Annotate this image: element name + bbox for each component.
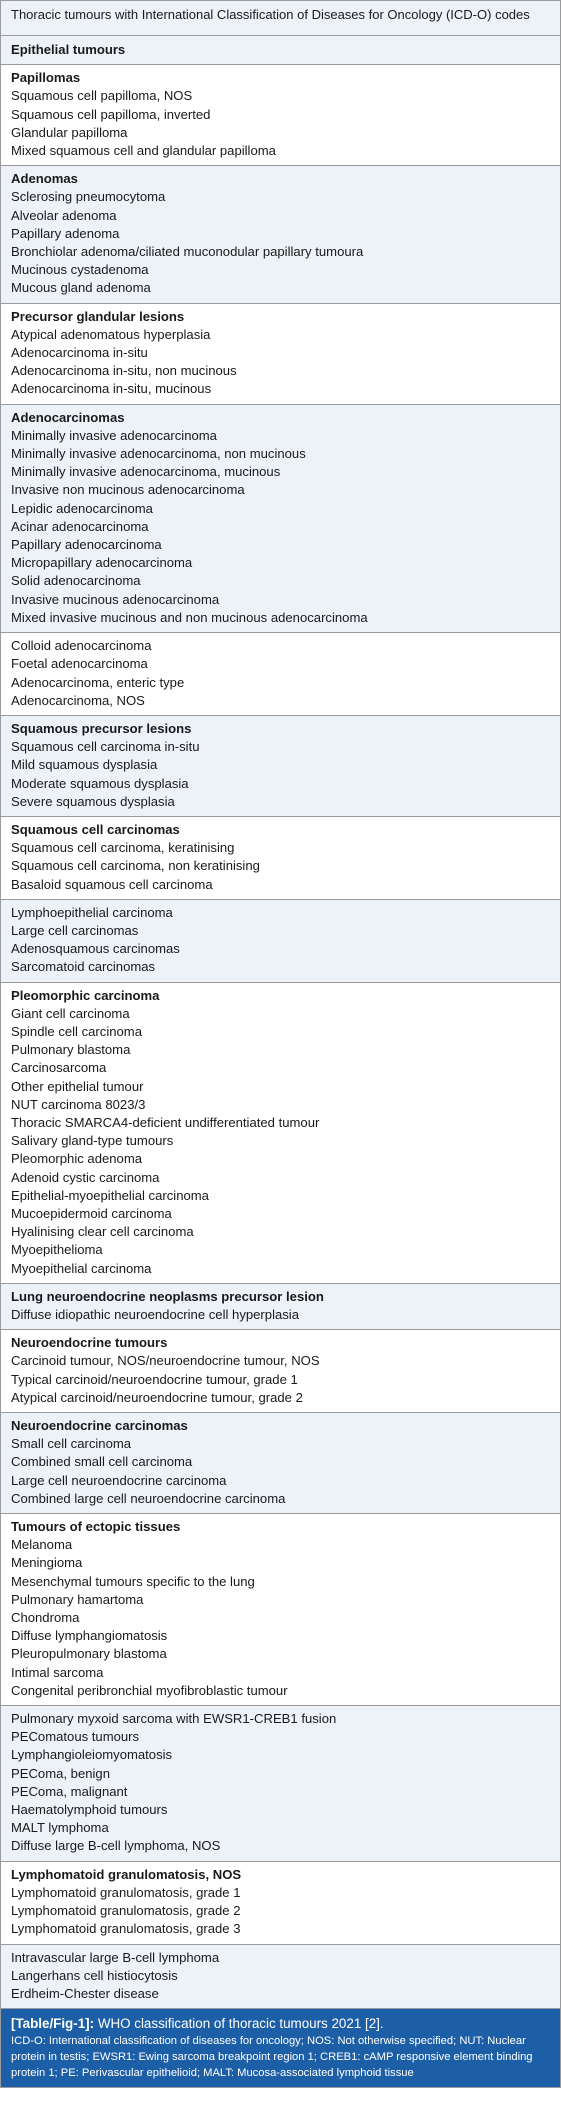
list-item: Large cell carcinomas [11, 922, 139, 938]
list-item: Papillary adenoma [11, 225, 120, 241]
list-item: Mesenchymal tumours specific to the lung [11, 1573, 255, 1589]
list-item: Diffuse lymphangiomatosis [11, 1628, 168, 1644]
list-item: NUT carcinoma 8023/3 [11, 1096, 146, 1112]
list-item: Erdheim-Chester disease [11, 1985, 159, 2001]
section-title: Precursor glandular lesions [11, 308, 185, 324]
list-item: Adenosquamous carcinomas [11, 941, 180, 957]
list-item: Papillary adenocarcinoma [11, 537, 162, 553]
list-item: Adenocarcinoma, enteric type [11, 674, 185, 690]
list-item: Squamous cell carcinoma, non keratinising [11, 858, 260, 874]
list-item: Chondroma [11, 1610, 80, 1626]
list-item: Carcinoid tumour, NOS/neuroendocrine tumour, NOS [11, 1353, 320, 1369]
list-item: Carcinosarcoma [11, 1060, 107, 1076]
list-item: Moderate squamous dysplasia [11, 775, 189, 791]
list-item: Haematolymphoid tumours [11, 1802, 168, 1818]
list-item: Atypical adenomatous hyperplasia [11, 326, 211, 342]
list-item: Lymphomatoid granulomatosis, grade 2 [11, 1903, 241, 1919]
list-item: Sarcomatoid carcinomas [11, 959, 156, 975]
section-title: Lung neuroendocrine neoplasms precursor lesion [11, 1288, 324, 1304]
section-title: Lymphomatoid granulomatosis, NOS [11, 1866, 242, 1882]
list-item: Acinar adenocarcinoma [11, 518, 149, 534]
list-item: Mucoepidermoid carcinoma [11, 1205, 172, 1221]
list-item: Hyalinising clear cell carcinoma [11, 1224, 194, 1240]
list-item: Myoepithelial carcinoma [11, 1260, 152, 1276]
table-row [1, 1706, 560, 1862]
list-item: Langerhans cell histiocytosis [11, 1967, 178, 1983]
table-row [1, 1330, 560, 1413]
list-item: Lepidic adenocarcinoma [11, 500, 153, 516]
caption-title: WHO classification of thoracic tumours 2021 [2]. [97, 2016, 384, 2032]
table-row [1, 166, 560, 303]
list-item: Pulmonary blastoma [11, 1042, 131, 1058]
list-item: Lymphomatoid granulomatosis, grade 1 [11, 1884, 241, 1900]
list-item: PEComatous tumours [11, 1729, 140, 1745]
table-row [1, 1945, 560, 2010]
table-row [1, 716, 560, 817]
list-item: Diffuse large B-cell lymphoma, NOS [11, 1838, 221, 1854]
list-item: Glandular papilloma [11, 124, 128, 140]
section-title: Epithelial tumours [11, 42, 126, 57]
list-item: Adenocarcinoma, NOS [11, 692, 145, 708]
list-item: Combined small cell carcinoma [11, 1454, 193, 1470]
list-item: Lymphoepithelial carcinoma [11, 904, 173, 920]
table-row [1, 983, 560, 1284]
list-item: Squamous cell papilloma, inverted [11, 106, 211, 122]
list-item: Melanoma [11, 1537, 73, 1553]
table-row [1, 1284, 560, 1330]
list-item: PEComa, benign [11, 1765, 110, 1781]
list-item: Alveolar adenoma [11, 207, 117, 223]
list-item: Minimally invasive adenocarcinoma, non mucinous [11, 446, 306, 462]
list-item: Mixed invasive mucinous and non mucinous adenocarcinoma [11, 609, 368, 625]
table-row [1, 1413, 560, 1514]
list-item: Congenital peribronchial myofibroblastic tumour [11, 1682, 288, 1698]
table-row [1, 405, 560, 633]
list-item: Mucous gland adenoma [11, 280, 151, 296]
list-item: Epithelial-myoepithelial carcinoma [11, 1187, 209, 1203]
caption-abbreviations: ICD-O: International classification of diseases for oncology; NOS: Not otherwise specified; NUT: Nuclear protein in testis; EWSR1: Ewing sarcoma breakpoint region 1; CREB1: cAMP responsive element binding protein 1; PE: Perivascular epithelioid; MALT: Mucosa-associated lymphoid tissue [11, 2035, 533, 2080]
list-item: Bronchiolar adenoma/ciliated muconodular papillary tumoura [11, 244, 364, 260]
list-item: Typical carcinoid/neuroendocrine tumour, grade 1 [11, 1371, 298, 1387]
caption-label: [Table/Fig-1]: [11, 2016, 95, 2032]
list-item: Thoracic SMARCA4-deficient undifferentiated tumour [11, 1114, 320, 1130]
table-body [1, 36, 560, 2009]
section-title: Tumours of ectopic tissues [11, 1519, 181, 1535]
list-item: Adenocarcinoma in-situ, mucinous [11, 381, 212, 397]
table-row [1, 304, 560, 405]
list-item: Squamous cell papilloma, NOS [11, 88, 193, 104]
section-title: Squamous precursor lesions [11, 720, 192, 736]
section-title: Neuroendocrine tumours [11, 1335, 168, 1351]
list-item: Pleomorphic adenoma [11, 1151, 143, 1167]
section-title: Papillomas [11, 70, 81, 86]
list-item: Micropapillary adenocarcinoma [11, 555, 193, 571]
list-item: Minimally invasive adenocarcinoma [11, 427, 217, 443]
list-item: Pulmonary myxoid sarcoma with EWSR1-CREB1 fusion [11, 1711, 337, 1727]
list-item: Basaloid squamous cell carcinoma [11, 876, 213, 892]
list-item: Atypical carcinoid/neuroendocrine tumour, grade 2 [11, 1389, 303, 1405]
list-item: Lymphangioleiomyomatosis [11, 1747, 173, 1763]
list-item: Mucinous cystadenoma [11, 262, 149, 278]
section-title: Squamous cell carcinomas [11, 821, 180, 837]
table-row [1, 36, 560, 65]
list-item: Other epithelial tumour [11, 1078, 144, 1094]
list-item: Colloid adenocarcinoma [11, 638, 152, 654]
section-title: Adenocarcinomas [11, 409, 125, 425]
table-row [1, 65, 560, 166]
list-item: Minimally invasive adenocarcinoma, mucinous [11, 464, 281, 480]
list-item: Meningioma [11, 1555, 83, 1571]
list-item: Small cell carcinoma [11, 1436, 132, 1452]
caption-title-line [11, 2015, 550, 2033]
list-item: Salivary gland-type tumours [11, 1133, 174, 1149]
list-item: Lymphomatoid granulomatosis, grade 3 [11, 1921, 241, 1937]
list-item: Pleuropulmonary blastoma [11, 1646, 167, 1662]
list-item: Combined large cell neuroendocrine carcinoma [11, 1490, 286, 1506]
section-title: Pleomorphic carcinoma [11, 987, 160, 1003]
list-item: Squamous cell carcinoma, keratinising [11, 840, 235, 856]
list-item: Sclerosing pneumocytoma [11, 189, 166, 205]
list-item: Solid adenocarcinoma [11, 573, 141, 589]
list-item: Adenoid cystic carcinoma [11, 1169, 160, 1185]
section-title: Adenomas [11, 171, 78, 187]
list-item: Giant cell carcinoma [11, 1005, 130, 1021]
list-item: Intravascular large B-cell lymphoma [11, 1949, 220, 1965]
list-item: Mild squamous dysplasia [11, 757, 158, 773]
list-item: PEComa, malignant [11, 1783, 128, 1799]
table-row [1, 1514, 560, 1706]
list-item: Severe squamous dysplasia [11, 793, 175, 809]
list-item: Intimal sarcoma [11, 1664, 104, 1680]
list-item: Diffuse idiopathic neuroendocrine cell hyperplasia [11, 1307, 299, 1322]
table-row [1, 817, 560, 900]
section-title: Neuroendocrine carcinomas [11, 1418, 188, 1434]
list-item: Foetal adenocarcinoma [11, 656, 148, 672]
list-item: Invasive mucinous adenocarcinoma [11, 591, 220, 607]
list-item: Invasive non mucinous adenocarcinoma [11, 482, 245, 498]
list-item: MALT lymphoma [11, 1820, 109, 1836]
list-item: Myoepithelioma [11, 1242, 103, 1258]
list-item: Mixed squamous cell and glandular papilloma [11, 143, 276, 159]
list-item: Squamous cell carcinoma in-situ [11, 739, 200, 755]
table-row [1, 1862, 560, 1945]
list-item: Large cell neuroendocrine carcinoma [11, 1472, 227, 1488]
list-item: Pulmonary hamartoma [11, 1591, 144, 1607]
list-item: Adenocarcinoma in-situ, non mucinous [11, 363, 237, 379]
list-item: Adenocarcinoma in-situ [11, 345, 148, 361]
table-caption [1, 2009, 560, 2087]
table-row [1, 900, 560, 983]
list-item: Spindle cell carcinoma [11, 1023, 143, 1039]
table-row [1, 633, 560, 716]
table-header: Thoracic tumours with International Classification of Diseases for Oncology (ICD-O) codes [1, 1, 560, 36]
